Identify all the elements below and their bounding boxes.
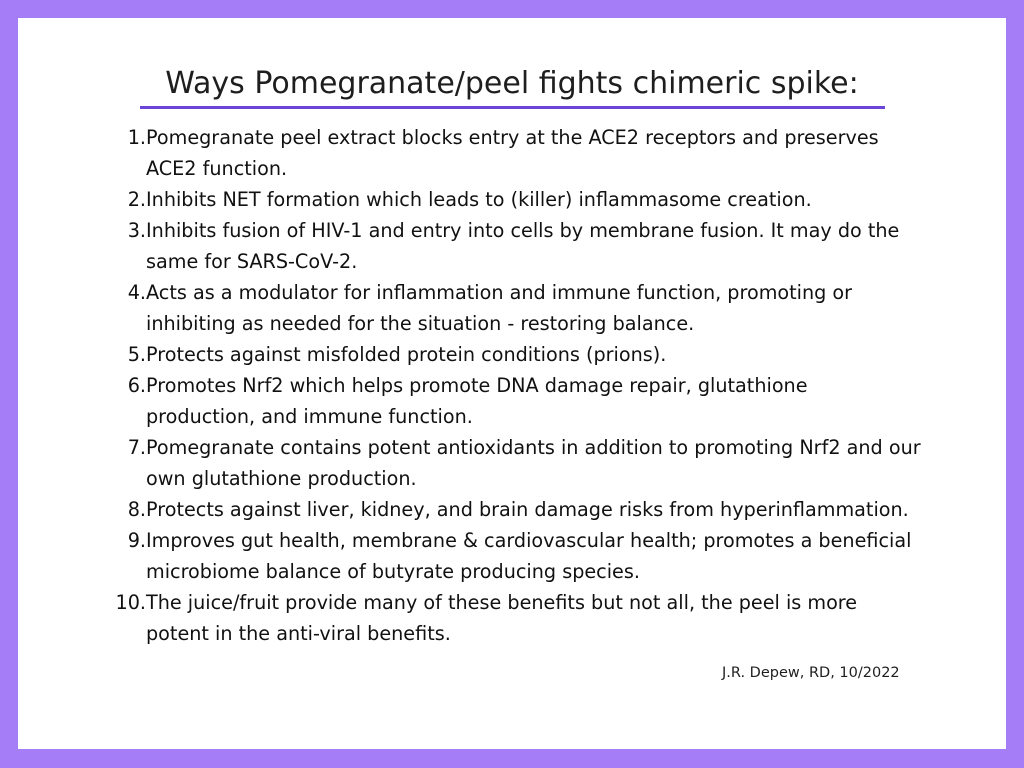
list-item-number: 6.: [127, 374, 146, 397]
benefits-list: [104, 122, 924, 649]
list-item: [104, 370, 924, 432]
list-item-number: 5.: [127, 343, 146, 366]
list-item-text: Pomegranate contains potent antioxidants in addition to promoting Nrf2 and our own glutathione production.: [146, 436, 921, 490]
list-item-text: Improves gut health, membrane & cardiovascular health; promotes a beneficial microbiome balance of butyrate producing species.: [146, 529, 912, 583]
list-item: [104, 122, 924, 184]
list-item: [104, 432, 924, 494]
list-item-text: Pomegranate peel extract blocks entry at the ACE2 receptors and preserves ACE2 function.: [146, 126, 879, 180]
list-item-text: Inhibits fusion of HIV-1 and entry into cells by membrane fusion. It may do the same for SARS-CoV-2.: [146, 219, 900, 273]
list-item-text: Inhibits NET formation which leads to (killer) inflammasome creation.: [146, 188, 812, 211]
list-item-text: Acts as a modulator for inflammation and immune function, promoting or inhibiting as needed for the situation - restoring balance.: [146, 281, 853, 335]
list-item-text: Protects against liver, kidney, and brain damage risks from hyperinflammation.: [146, 498, 909, 521]
list-item-text: Protects against misfolded protein conditions (prions).: [146, 343, 667, 366]
list-item-text: Promotes Nrf2 which helps promote DNA damage repair, glutathione production, and immune function.: [146, 374, 808, 428]
list-item-number: 8.: [127, 498, 146, 521]
list-item-number: 2.: [127, 188, 146, 211]
list-item-number: 7.: [127, 436, 146, 459]
list-item-number: 9.: [127, 529, 146, 552]
list-item: [104, 215, 924, 277]
list-item: [104, 277, 924, 339]
list-item: [104, 184, 924, 215]
list-item: [104, 339, 924, 370]
page-title: Ways Pomegranate/peel fights chimeric spike:: [165, 66, 859, 101]
list-item-number: 4.: [127, 281, 146, 304]
list-item: [104, 525, 924, 587]
list-item-number: 10.: [115, 591, 146, 614]
list-item-number: 3.: [127, 219, 146, 242]
list-item: [104, 494, 924, 525]
title-underline: [140, 106, 885, 109]
list-item-number: 1.: [127, 126, 146, 149]
list-item-text: The juice/fruit provide many of these benefits but not all, the peel is more potent in the anti-viral benefits.: [146, 591, 858, 645]
author-credit: J.R. Depew, RD, 10/2022: [722, 665, 900, 681]
list-item: [104, 587, 924, 649]
